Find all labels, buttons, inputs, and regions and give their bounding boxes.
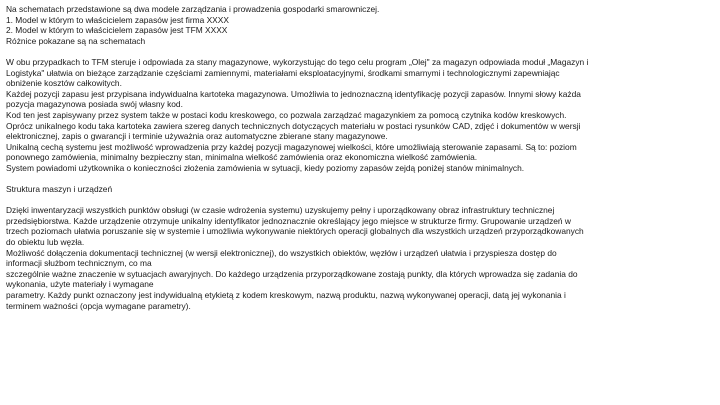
intro-line: 2. Model w którym to właścicielem zapasów jest TFM XXXX <box>6 25 228 36</box>
paragraph-line: informacji służbom technicznym, co ma <box>6 258 152 269</box>
paragraph-line: Każdej pozycji zapasu jest przypisana indywidualna kartoteka magazynowa. Umożliwia to jednoznaczną identyfikację pozycji zapasów. Innymi słowy każda <box>6 88 581 99</box>
paragraph-line: Oprócz unikalnego kodu taka kartoteka zawiera szereg danych technicznych dotyczących materiału w postaci rysunków CAD, zdjęć i dokumentów w wersji <box>6 120 581 131</box>
intro-line: Na schematach przedstawione są dwa modele zarządzania i prowadzenia gospodarki smarowniczej. <box>6 4 380 14</box>
intro-block <box>6 4 714 46</box>
spacer <box>6 46 714 57</box>
paragraph-line: parametry. Każdy punkt oznaczony jest indywidualną etykietą z kodem kreskowym, nazwą produktu, nazwą wykonywanej operacji, datą jej wykonania i <box>6 290 566 301</box>
paragraph-line: obniżenie kosztów całkowitych. <box>6 78 122 89</box>
paragraph-line: Dzięki inwentaryzacji wszystkich punktów obsługi (w czasie wdrożenia systemu) uzyskujemy pełny i uporządkowany obraz infrastruktury technicznej <box>6 205 555 216</box>
paragraph-line: Możliwość dołączenia dokumentacji technicznej (w wersji elektronicznej), do wszystkich obiektów, węzłów i urządzeń ułatwia i przyspiesza dostęp do <box>6 247 557 258</box>
paragraph-line: System powiadomi użytkownika o konieczności złożenia zamówienia w sytuacji, kiedy poziomy zapasów zejdą poniżej stanów minimalnych. <box>6 162 525 173</box>
paragraph-line: Logistyka" ułatwia on bieżące zarządzanie częściami zamiennymi, materiałami eksploatacyjnymi, środkami smarnymi i technologicznymi zapewniając <box>6 67 560 78</box>
spacer <box>6 195 714 206</box>
paragraph-line: ponownego zamówienia, minimalny bezpieczny stan, minimalna wielkość zamówienia oraz ekonomiczna wielkość zamówienia. <box>6 152 478 163</box>
paragraph-line: Kod ten jest zapisywany przez system także w postaci kodu kreskowego, co pozwala zarządzać magazynkiem za pomocą czytnika kodów kreskowych. <box>6 109 567 120</box>
paragraph-line: W obu przypadkach to TFM steruje i odpowiada za stany magazynowe, wykorzystując do tego celu program „Olej" za magazyn odpowiada moduł „Magazyn i <box>6 56 589 67</box>
section-machine-structure <box>6 205 714 311</box>
paragraph-line: wykonania, użyte materiały i wymagane <box>6 279 154 290</box>
paragraph-line: trzech poziomach ułatwia poruszanie się w systemie i umożliwia wykonywanie niektórych operacji globalnych dla wszystkich urządzeń przyporządkowanych <box>6 226 584 237</box>
section-stock-management <box>6 57 714 174</box>
paragraph-line: Unikalną cechą systemu jest możliwość wprowadzenia przy każdej pozycji magazynowej wielkości, które umożliwiają sterowanie zapasami. Są to: poziom <box>6 141 577 152</box>
paragraph-line: terminem ważności (opcja wymagane parametry). <box>6 300 191 311</box>
paragraph-line: przedsiębiorstwa. Każde urządzenie otrzymuje unikalny identyfikator jednoznacznie określający jego miejsce w strukturze firmy. Grupowanie urządzeń w <box>6 215 571 226</box>
document-body <box>6 4 714 311</box>
paragraph-line: szczególnie ważne znaczenie w sytuacjach awaryjnych. Do każdego urządzenia przyporządkowane zostają punkty, dla których wprowadza się zadania do <box>6 268 578 279</box>
section-heading: Struktura maszyn i urządzeń <box>6 184 113 195</box>
paragraph-line: elektronicznej, zapis o gwarancji i terminie używażnia oraz automatyczne zbierane stany magazynowe. <box>6 131 388 142</box>
intro-line: Różnice pokazane są na schematach <box>6 35 146 46</box>
paragraph-line: do obiektu lub węzła. <box>6 237 85 248</box>
intro-line: 1. Model w którym to właścicielem zapasów jest firma XXXX <box>6 14 229 25</box>
paragraph-line: pozycja magazynowa posiada swój własny kod. <box>6 99 183 110</box>
spacer <box>6 174 714 185</box>
